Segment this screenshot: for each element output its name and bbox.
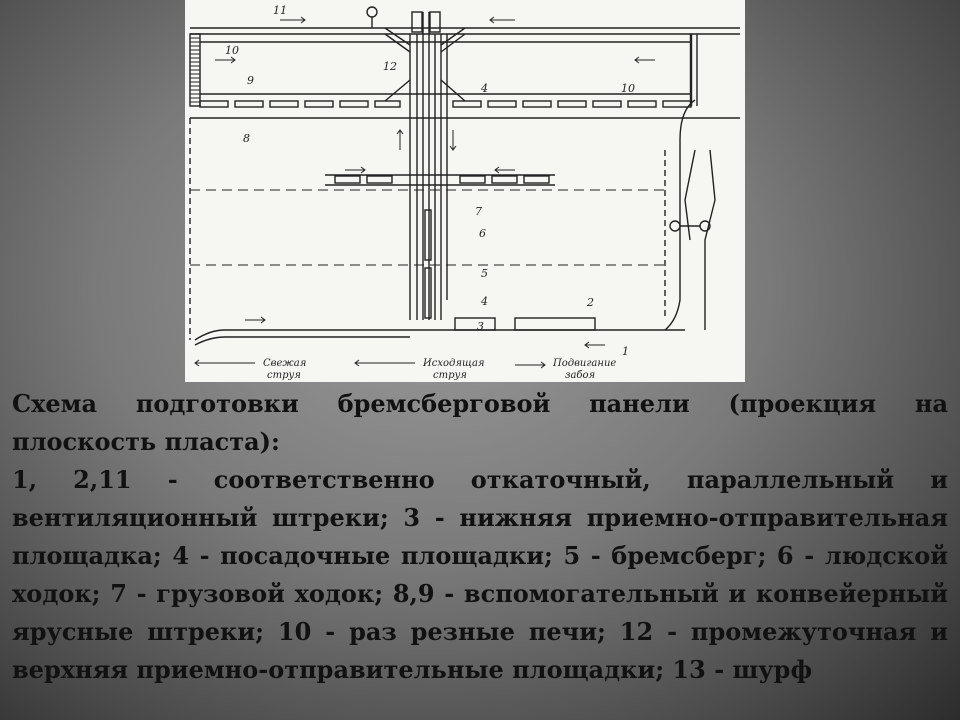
legend-fresh-2: струя: [267, 370, 301, 381]
label-5: 5: [481, 267, 488, 280]
label-9: 9: [247, 74, 254, 87]
label-6: 6: [479, 227, 486, 240]
label-12: 12: [383, 60, 397, 73]
central-incline-group: [410, 12, 447, 320]
label-11: 11: [273, 4, 287, 17]
caption-title: Схема подготовки бремсберговой панели (проекция на плоскость пласта):: [12, 389, 948, 456]
legend-face-1: Подвигание: [553, 358, 617, 369]
label-1: 1: [622, 345, 629, 358]
caption-body: 1, 2,11 - соответственно откаточный, параллельный и вентиляционный штреки; 3 - нижняя приемно-отправительная площадка; 4 - посадочные площадки; 5 - бремсберг; 6 - людской ходок; 7 - грузовой ходок; 8,9 - вспомогательный и конвейерный ярусные штреки; 10 - раз резные печи; 12 - промежуточная и верхняя приемно-отправительные площадки; 13 - шурф: [12, 465, 948, 684]
label-10b: 10: [621, 82, 635, 95]
legend-exhaust-1: Исходящая: [423, 358, 485, 369]
legend-face-2: забоя: [565, 370, 596, 381]
legend-exhaust-2: струя: [433, 370, 467, 381]
conveyor-drift-segments: [200, 101, 691, 107]
legend-fresh-1: Свежая: [263, 358, 307, 369]
label-4b: 4: [481, 295, 488, 308]
label-7: 7: [475, 205, 482, 218]
label-8: 8: [243, 132, 250, 145]
legend-arrows: [195, 360, 545, 368]
label-4a: 4: [481, 82, 488, 95]
left-face-block: [190, 34, 200, 106]
label-2: 2: [587, 296, 594, 309]
intermediate-landing: [325, 175, 555, 185]
caption: [12, 385, 948, 689]
label-10a: 10: [225, 44, 239, 57]
panel-development-diagram: [185, 0, 745, 382]
label-3: 3: [477, 320, 484, 333]
